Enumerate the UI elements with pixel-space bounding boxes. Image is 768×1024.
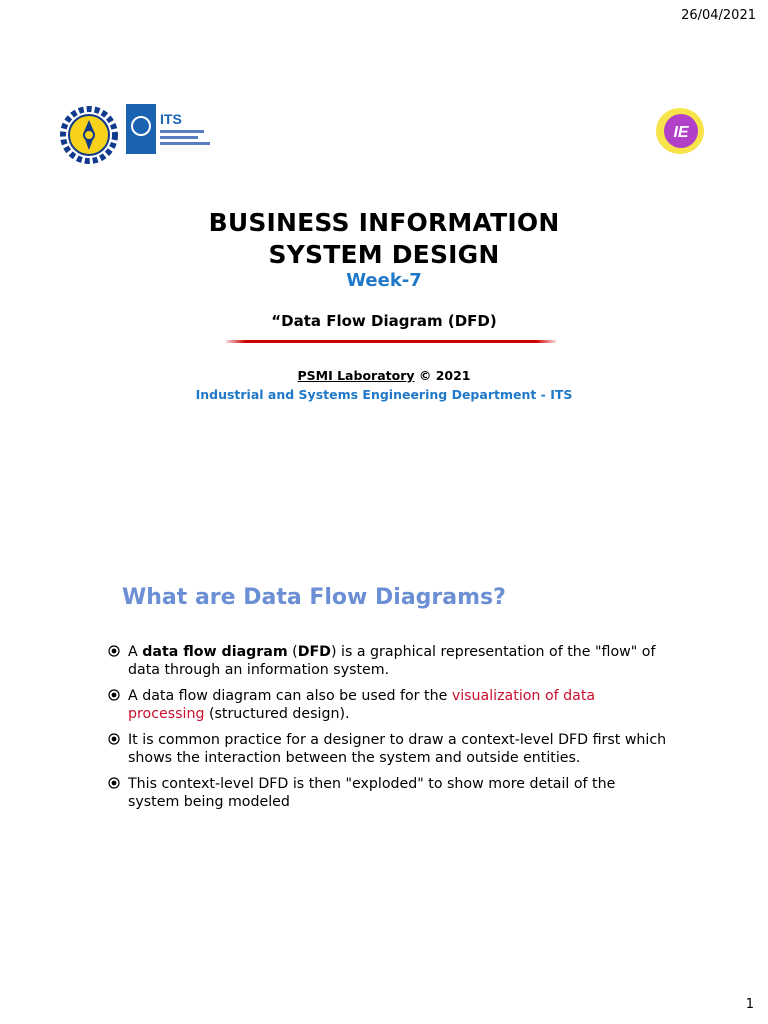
bullet-text: A [128, 644, 143, 660]
date-label: 26/04/2021 [681, 8, 756, 23]
lab-credit [0, 368, 768, 383]
lab-copyright: © 2021 [414, 368, 471, 383]
svg-text:IE: IE [673, 124, 689, 141]
department-label: Industrial and Systems Engineering Department - ITS [195, 387, 573, 402]
ie-logo [654, 106, 706, 156]
slide-title [0, 207, 768, 271]
bullet-text: ( [287, 644, 298, 660]
title-divider [226, 340, 556, 343]
bullet-bold-term: data flow diagram [142, 644, 288, 660]
title-line-2: SYSTEM DESIGN [268, 240, 500, 269]
bullet-item [108, 775, 668, 811]
bullet-text: A data flow diagram can also be used for the [128, 688, 452, 704]
week-label: Week-7 [346, 270, 422, 291]
bullet-circle-icon [108, 733, 120, 745]
bullet-bold-acronym: DFD [297, 644, 331, 660]
lab-name: PSMI Laboratory [297, 368, 415, 383]
bullet-item [108, 687, 668, 723]
svg-text:ITS: ITS [160, 111, 182, 127]
bullet-text: ) is a graphical representation of the "flow" of data through an information system. [128, 644, 656, 678]
page-number: 1 [745, 997, 754, 1012]
bullet-circle-icon [108, 645, 120, 657]
bullet-item [108, 731, 668, 767]
bullet-text: (structured design). [204, 706, 350, 722]
bullet-text: This context-level DFD is then "exploded" to show more detail of the system being modeled [128, 776, 616, 810]
bullet-highlight: visualization of data processing [128, 688, 596, 722]
section-heading: What are Data Flow Diagrams? [122, 585, 506, 610]
bullet-circle-icon [108, 777, 120, 789]
slide-subtitle: “Data Flow Diagram (DFD) [271, 312, 497, 330]
title-line-1: BUSINESS INFORMATION [208, 208, 560, 237]
its-logo [126, 104, 216, 154]
bullet-item [108, 643, 668, 679]
bullet-text: It is common practice for a designer to draw a context-level DFD first which shows the interaction between the system and outside entities. [128, 732, 667, 766]
bullet-circle-icon [108, 689, 120, 701]
bullet-list [108, 643, 668, 819]
its-emblem-logo [60, 106, 118, 164]
